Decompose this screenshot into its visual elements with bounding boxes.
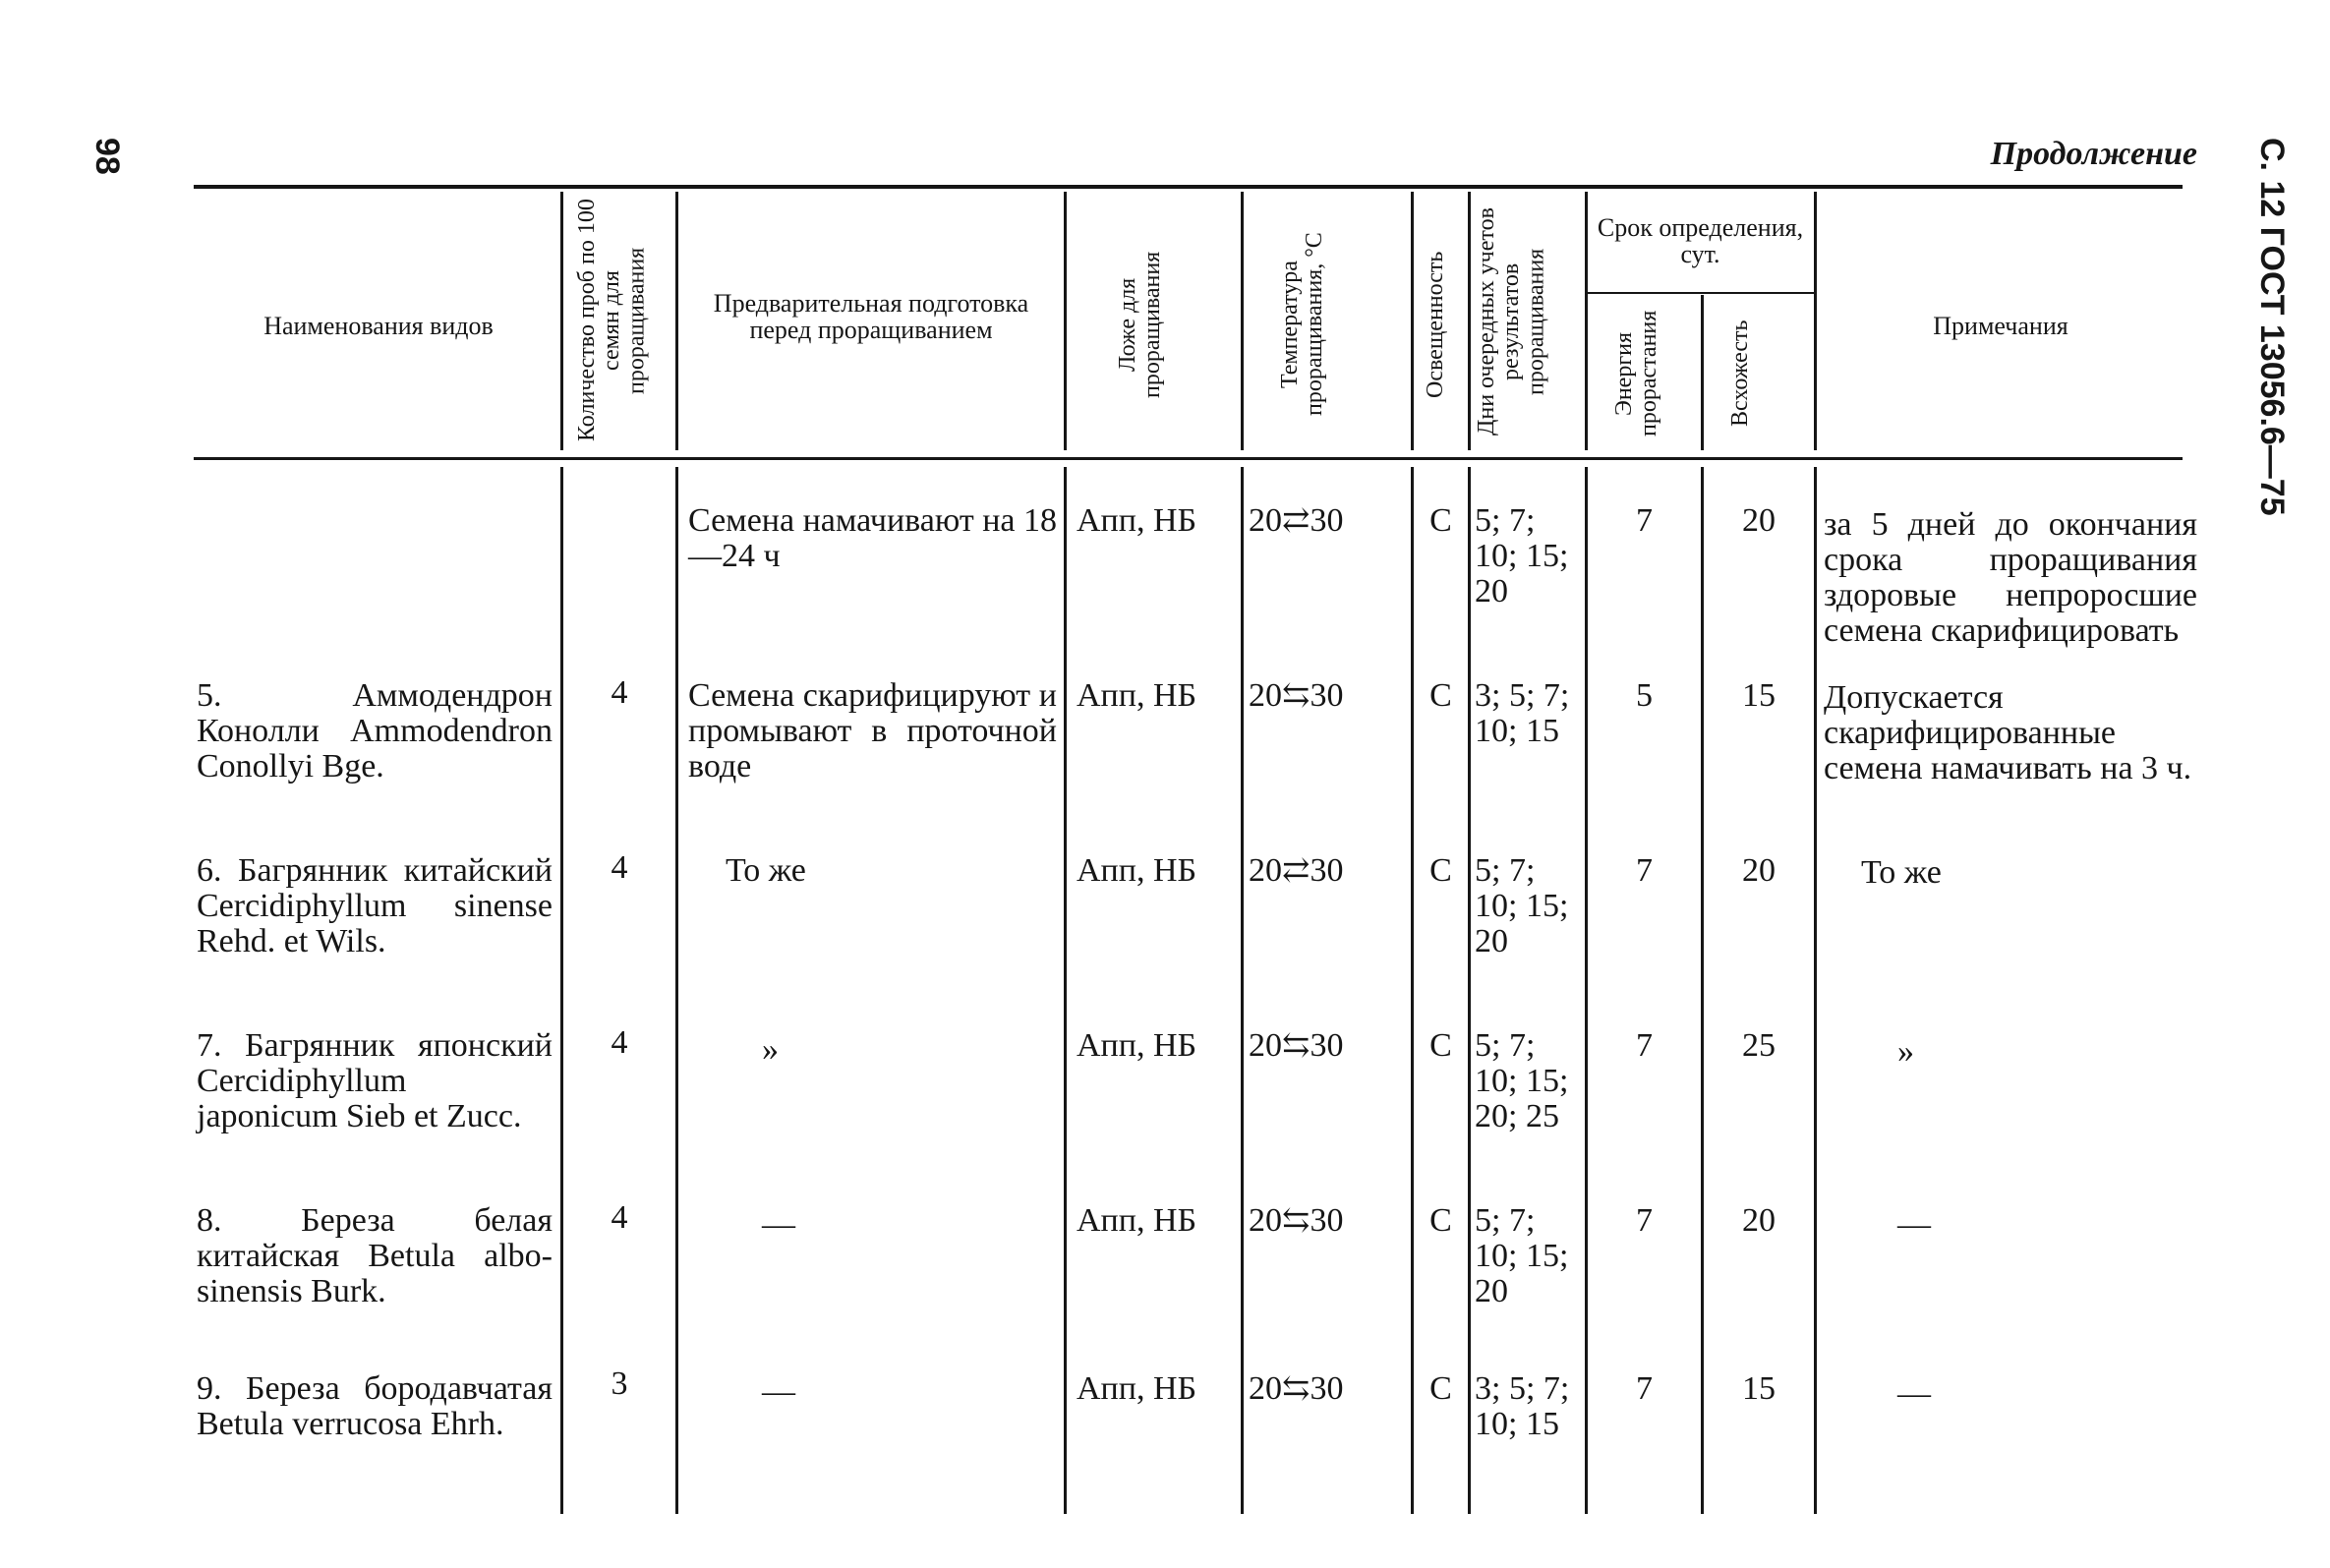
row-1-temp: 20⇆30 xyxy=(1249,677,1344,714)
row-4-notes: — xyxy=(1897,1206,1931,1243)
row-2-energy: 7 xyxy=(1636,852,1653,889)
row-5-light: С xyxy=(1429,1370,1452,1407)
term-subheader-rule xyxy=(1588,292,1814,294)
row-3-bed: Апп, НБ xyxy=(1077,1027,1197,1064)
header-samples: Количество проб по 100 семян для проращивания xyxy=(574,199,650,442)
row-5-notes: — xyxy=(1897,1375,1931,1412)
header-prep: Предварительная подготовка перед проращиванием xyxy=(713,289,1029,345)
body-col-rule xyxy=(1585,467,1588,1514)
header-bottom-rule xyxy=(194,457,2183,460)
row-2-germ: 20 xyxy=(1742,852,1776,889)
header-col-rule xyxy=(1814,192,1817,450)
row-2-samples: 4 xyxy=(611,849,628,886)
row-3-light: С xyxy=(1429,1027,1452,1064)
header-temp: Температура проращивания, °С xyxy=(1277,232,1328,417)
header-col-rule xyxy=(560,192,563,450)
row-4-name: 8. Береза белая китайская Betula albo-sinensis Burk. xyxy=(197,1202,553,1309)
row-3-prep: » xyxy=(762,1031,779,1068)
row-4-germ: 20 xyxy=(1742,1202,1776,1239)
row-5-germ: 15 xyxy=(1742,1370,1776,1407)
row-1-germ: 15 xyxy=(1742,677,1776,714)
header-days: Дни очередных учетов результатов проращивания xyxy=(1474,207,1549,436)
row-4-light: С xyxy=(1429,1202,1452,1239)
row-0-bed: Апп, НБ xyxy=(1077,502,1197,539)
row-0-prep: Семена намачивают на 18—24 ч xyxy=(688,502,1057,574)
row-1-bed: Апп, НБ xyxy=(1077,677,1197,714)
row-5-name: 9. Береза бородавчатая Betula verrucosa Ehrh. xyxy=(197,1370,553,1442)
header-notes: Примечания xyxy=(1933,312,2068,340)
header-name: Наименования видов xyxy=(263,312,494,340)
row-2-prep: То же xyxy=(726,852,806,889)
row-3-notes: » xyxy=(1897,1033,1914,1070)
row-4-samples: 4 xyxy=(611,1199,628,1236)
row-1-prep: Семена скарифицируют и промывают в проточной воде xyxy=(688,677,1057,784)
header-light: Освещенность xyxy=(1423,251,1448,398)
row-3-energy: 7 xyxy=(1636,1027,1653,1064)
row-4-temp: 20⇆30 xyxy=(1249,1202,1344,1239)
row-5-temp: 20⇆30 xyxy=(1249,1370,1344,1407)
row-5-samples: 3 xyxy=(611,1365,628,1402)
header-col-rule xyxy=(675,192,678,450)
row-2-light: С xyxy=(1429,852,1452,889)
row-2-name: 6. Багрянник китайский Cercidiphyllum sinense Rehd. et Wils. xyxy=(197,852,553,959)
row-5-days: 3; 5; 7; 10; 15 xyxy=(1475,1370,1570,1442)
row-1-name: 5. Аммодендрон Конолли Ammodendron Conollyi Bge. xyxy=(197,677,553,784)
header-col-rule xyxy=(1585,192,1588,450)
row-5-energy: 7 xyxy=(1636,1370,1653,1407)
row-0-germ: 20 xyxy=(1742,502,1776,539)
standard-code: С. 12 ГОСТ 13056.6—75 xyxy=(2253,138,2291,516)
header-term: Срок определения, сут. xyxy=(1597,213,1804,269)
row-4-energy: 7 xyxy=(1636,1202,1653,1239)
row-1-energy: 5 xyxy=(1636,677,1653,714)
row-4-prep: — xyxy=(762,1206,795,1243)
row-3-days: 5; 7; 10; 15; 20; 25 xyxy=(1475,1027,1569,1134)
body-col-rule xyxy=(675,467,678,1514)
header-energy: Энергия прорастания xyxy=(1611,310,1662,437)
body-col-rule xyxy=(1701,467,1704,1514)
top-rule xyxy=(194,185,2183,189)
body-col-rule xyxy=(1814,467,1817,1514)
row-3-germ: 25 xyxy=(1742,1027,1776,1064)
row-5-bed: Апп, НБ xyxy=(1077,1370,1197,1407)
header-col-rule xyxy=(1241,192,1244,450)
row-3-name: 7. Багрянник японский Cercidiphyllum japonicum Sieb et Zucc. xyxy=(197,1027,553,1134)
row-1-notes: Допускается скарифицированные семена намачивать на 3 ч. xyxy=(1824,679,2192,786)
row-4-bed: Апп, НБ xyxy=(1077,1202,1197,1239)
header-col-rule xyxy=(1064,192,1067,450)
header-col-rule xyxy=(1468,192,1471,450)
row-2-temp: 20⇄30 xyxy=(1249,852,1344,889)
row-2-notes: То же xyxy=(1861,854,1942,891)
page-number: 98 xyxy=(88,138,126,175)
body-col-rule xyxy=(560,467,563,1514)
row-1-light: С xyxy=(1429,677,1452,714)
row-5-prep: — xyxy=(762,1373,795,1410)
row-2-bed: Апп, НБ xyxy=(1077,852,1197,889)
header-bed: Ложе для проращивания xyxy=(1115,251,1166,398)
body-col-rule xyxy=(1411,467,1414,1514)
row-3-temp: 20⇆30 xyxy=(1249,1027,1344,1064)
row-4-days: 5; 7; 10; 15; 20 xyxy=(1475,1202,1569,1309)
header-germ: Всхожесть xyxy=(1727,319,1753,428)
header-col-rule xyxy=(1411,192,1414,450)
row-0-notes: за 5 дней до окончания срока проращивания здоровые непроросшие семена скарифицировать xyxy=(1824,506,2197,649)
body-col-rule xyxy=(1241,467,1244,1514)
row-1-samples: 4 xyxy=(611,674,628,711)
header-col-rule xyxy=(1701,295,1704,450)
body-col-rule xyxy=(1064,467,1067,1514)
row-0-days: 5; 7; 10; 15; 20 xyxy=(1475,502,1569,610)
row-0-temp: 20⇄30 xyxy=(1249,502,1344,539)
row-0-light: С xyxy=(1429,502,1452,539)
row-2-days: 5; 7; 10; 15; 20 xyxy=(1475,852,1569,959)
body-col-rule xyxy=(1468,467,1471,1514)
continuation-label: Продолжение xyxy=(1990,136,2197,172)
row-1-days: 3; 5; 7; 10; 15 xyxy=(1475,677,1570,749)
row-0-energy: 7 xyxy=(1636,502,1653,539)
row-3-samples: 4 xyxy=(611,1024,628,1061)
